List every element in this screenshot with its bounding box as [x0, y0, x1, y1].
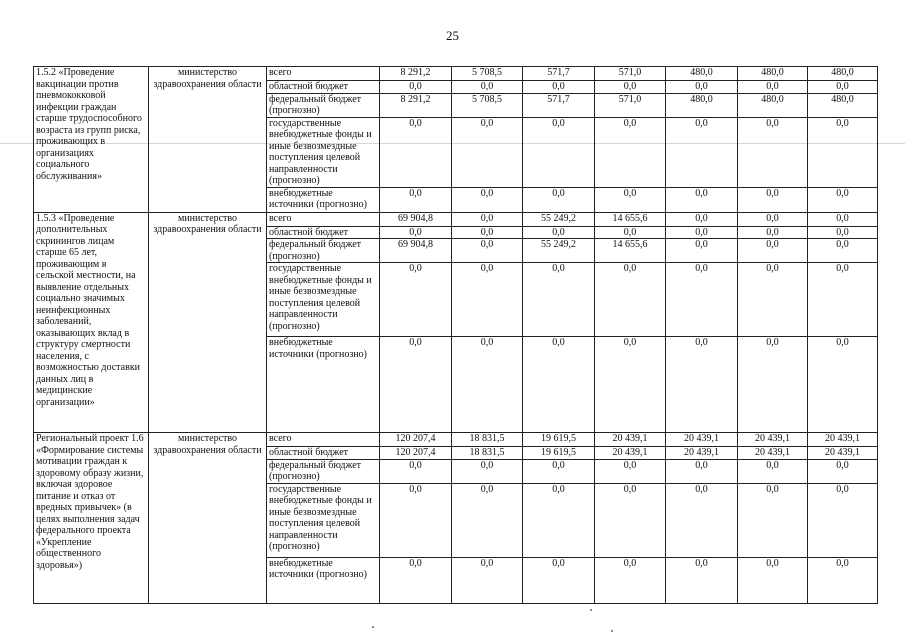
amount-cell: 0,0	[808, 337, 878, 433]
amount-cell: 0,0	[738, 483, 808, 557]
funding-table	[33, 66, 878, 604]
amount-cell: 0,0	[523, 226, 595, 239]
amount-cell: 20 439,1	[595, 433, 666, 447]
amount-cell: 0,0	[666, 117, 738, 187]
table-row	[34, 433, 878, 447]
table-row	[34, 212, 878, 226]
amount-cell: 480,0	[666, 93, 738, 117]
amount-cell: 0,0	[523, 337, 595, 433]
amount-cell: 0,0	[808, 226, 878, 239]
event-name-cell: 1.5.3 «Проведение дополнительных скринингов лицам старше 65 лет, проживающим в сельской местности, на выявление отдельных социально значимых неинфекционных заболеваний, оказывающих вклад в структуру смертности населения, с возможностью доставки данных лиц в медицинские организации»	[34, 212, 149, 433]
amount-cell: 0,0	[738, 557, 808, 603]
amount-cell: 0,0	[666, 187, 738, 212]
amount-cell: 0,0	[666, 81, 738, 94]
amount-cell: 0,0	[666, 459, 738, 483]
amount-cell: 120 207,4	[380, 433, 452, 447]
amount-cell: 0,0	[595, 263, 666, 337]
amount-cell: 0,0	[666, 557, 738, 603]
amount-cell: 0,0	[738, 459, 808, 483]
amount-cell: 19 619,5	[523, 447, 595, 460]
amount-cell: 0,0	[595, 483, 666, 557]
amount-cell: 571,7	[523, 67, 595, 81]
amount-cell: 20 439,1	[666, 433, 738, 447]
amount-cell: 8 291,2	[380, 67, 452, 81]
amount-cell: 0,0	[452, 337, 523, 433]
amount-cell: 0,0	[595, 117, 666, 187]
scan-speck	[590, 609, 592, 611]
funding-source-cell: государственные внебюджетные фонды и иные безвозмездные поступления целевой направленности (прогнозно)	[267, 483, 380, 557]
amount-cell: 0,0	[452, 263, 523, 337]
amount-cell: 0,0	[452, 459, 523, 483]
amount-cell: 0,0	[738, 187, 808, 212]
funding-source-cell: федеральный бюджет (прогнозно)	[267, 93, 380, 117]
amount-cell: 20 439,1	[808, 433, 878, 447]
amount-cell: 0,0	[808, 239, 878, 263]
amount-cell: 0,0	[452, 226, 523, 239]
amount-cell: 0,0	[380, 459, 452, 483]
amount-cell: 0,0	[452, 557, 523, 603]
funding-source-cell: областной бюджет	[267, 447, 380, 460]
funding-source-cell: федеральный бюджет (прогнозно)	[267, 239, 380, 263]
amount-cell: 0,0	[380, 557, 452, 603]
amount-cell: 0,0	[808, 459, 878, 483]
amount-cell: 0,0	[738, 81, 808, 94]
funding-source-cell: внебюджетные источники (прогнозно)	[267, 337, 380, 433]
amount-cell: 8 291,2	[380, 93, 452, 117]
amount-cell: 0,0	[666, 483, 738, 557]
amount-cell: 5 708,5	[452, 93, 523, 117]
amount-cell: 0,0	[808, 263, 878, 337]
amount-cell: 0,0	[595, 557, 666, 603]
amount-cell: 0,0	[595, 81, 666, 94]
amount-cell: 0,0	[380, 187, 452, 212]
amount-cell: 0,0	[595, 226, 666, 239]
funding-source-cell: государственные внебюджетные фонды и иные безвозмездные поступления целевой направленности (прогнозно)	[267, 263, 380, 337]
amount-cell: 0,0	[523, 187, 595, 212]
amount-cell: 20 439,1	[595, 447, 666, 460]
amount-cell: 0,0	[523, 81, 595, 94]
amount-cell: 0,0	[452, 212, 523, 226]
amount-cell: 0,0	[380, 226, 452, 239]
amount-cell: 5 708,5	[452, 67, 523, 81]
funding-source-cell: всего	[267, 433, 380, 447]
amount-cell: 0,0	[595, 337, 666, 433]
amount-cell: 0,0	[452, 239, 523, 263]
amount-cell: 0,0	[738, 117, 808, 187]
amount-cell: 0,0	[380, 483, 452, 557]
amount-cell: 480,0	[738, 93, 808, 117]
amount-cell: 0,0	[380, 81, 452, 94]
event-name-cell: 1.5.2 «Проведение вакцинации против пневмококковой инфекции граждан старше трудоспособного возраста из групп риска, проживающих в организациях социального обслуживания»	[34, 67, 149, 213]
amount-cell: 0,0	[738, 239, 808, 263]
funding-source-cell: внебюджетные источники (прогнозно)	[267, 187, 380, 212]
funding-source-cell: федеральный бюджет (прогнозно)	[267, 459, 380, 483]
amount-cell: 0,0	[808, 557, 878, 603]
responsible-cell: министерство здравоохранения области	[149, 433, 267, 604]
responsible-cell: министерство здравоохранения области	[149, 67, 267, 213]
funding-source-cell: внебюджетные источники (прогнозно)	[267, 557, 380, 603]
amount-cell: 480,0	[808, 67, 878, 81]
responsible-cell: министерство здравоохранения области	[149, 212, 267, 433]
amount-cell: 571,7	[523, 93, 595, 117]
amount-cell: 0,0	[666, 337, 738, 433]
amount-cell: 0,0	[595, 459, 666, 483]
amount-cell: 0,0	[523, 459, 595, 483]
amount-cell: 0,0	[738, 263, 808, 337]
amount-cell: 0,0	[595, 187, 666, 212]
amount-cell: 0,0	[808, 187, 878, 212]
amount-cell: 20 439,1	[738, 447, 808, 460]
amount-cell: 0,0	[452, 483, 523, 557]
amount-cell: 55 249,2	[523, 239, 595, 263]
amount-cell: 0,0	[666, 263, 738, 337]
scan-speck	[611, 630, 613, 632]
amount-cell: 0,0	[666, 212, 738, 226]
amount-cell: 0,0	[380, 263, 452, 337]
amount-cell: 0,0	[738, 212, 808, 226]
amount-cell: 0,0	[523, 263, 595, 337]
amount-cell: 480,0	[808, 93, 878, 117]
funding-source-cell: государственные внебюджетные фонды и иные безвозмездные поступления целевой направленности (прогнозно)	[267, 117, 380, 187]
amount-cell: 20 439,1	[808, 447, 878, 460]
amount-cell: 18 831,5	[452, 433, 523, 447]
amount-cell: 18 831,5	[452, 447, 523, 460]
amount-cell: 0,0	[452, 81, 523, 94]
amount-cell: 571,0	[595, 93, 666, 117]
funding-source-cell: всего	[267, 212, 380, 226]
amount-cell: 0,0	[523, 483, 595, 557]
amount-cell: 480,0	[666, 67, 738, 81]
amount-cell: 14 655,6	[595, 212, 666, 226]
amount-cell: 19 619,5	[523, 433, 595, 447]
amount-cell: 20 439,1	[738, 433, 808, 447]
amount-cell: 14 655,6	[595, 239, 666, 263]
amount-cell: 0,0	[380, 117, 452, 187]
amount-cell: 0,0	[452, 187, 523, 212]
amount-cell: 0,0	[523, 117, 595, 187]
funding-source-cell: всего	[267, 67, 380, 81]
amount-cell: 0,0	[738, 226, 808, 239]
amount-cell: 55 249,2	[523, 212, 595, 226]
scan-speck	[372, 626, 374, 628]
amount-cell: 0,0	[808, 117, 878, 187]
amount-cell: 120 207,4	[380, 447, 452, 460]
funding-source-cell: областной бюджет	[267, 226, 380, 239]
page-number: 25	[446, 28, 459, 43]
amount-cell: 0,0	[808, 212, 878, 226]
amount-cell: 69 904,8	[380, 212, 452, 226]
amount-cell: 0,0	[738, 337, 808, 433]
amount-cell: 0,0	[666, 239, 738, 263]
amount-cell: 0,0	[523, 557, 595, 603]
amount-cell: 0,0	[666, 226, 738, 239]
amount-cell: 0,0	[808, 81, 878, 94]
amount-cell: 0,0	[808, 483, 878, 557]
amount-cell: 20 439,1	[666, 447, 738, 460]
amount-cell: 69 904,8	[380, 239, 452, 263]
amount-cell: 0,0	[452, 117, 523, 187]
table-row	[34, 67, 878, 81]
amount-cell: 0,0	[380, 337, 452, 433]
amount-cell: 480,0	[738, 67, 808, 81]
event-name-cell: Региональный проект 1.6 «Формирование системы мотивации граждан к здоровому образу жизни, включая здоровое питание и отказ от вредных привычек» (в целях выполнения задач федерального проекта «Укрепление общественного здоровья»)	[34, 433, 149, 604]
amount-cell: 571,0	[595, 67, 666, 81]
funding-source-cell: областной бюджет	[267, 81, 380, 94]
